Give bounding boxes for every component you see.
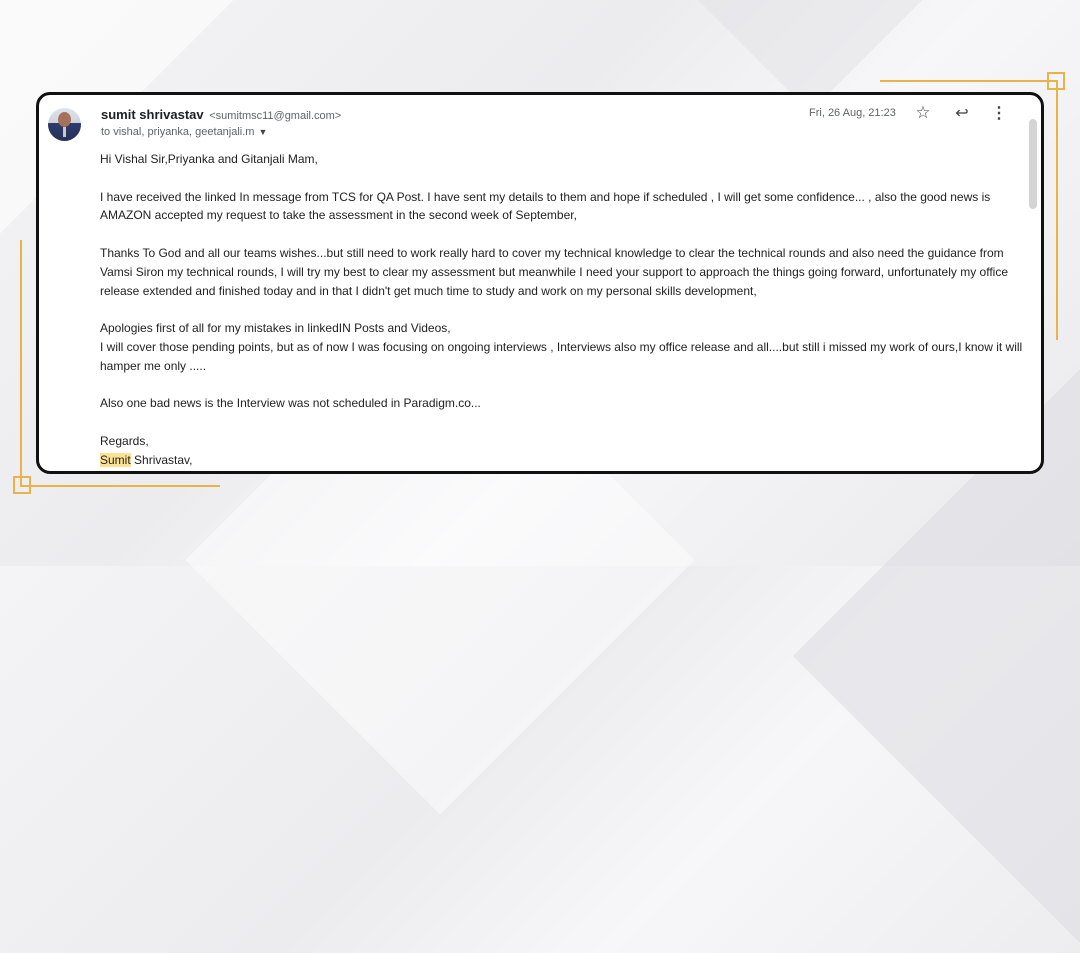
email-line: Apologies first of all for my mistakes in linkedIN Posts and Videos, bbox=[100, 321, 451, 336]
recipients-text: to vishal, priyanka, geetanjali.m bbox=[101, 126, 255, 138]
avatar-tie bbox=[63, 127, 66, 137]
email-signature bbox=[100, 451, 1030, 470]
email-paragraph bbox=[100, 319, 1030, 375]
email-date: Fri, 26 Aug, 21:23 bbox=[809, 107, 896, 119]
decorative-frame-line bbox=[20, 485, 220, 487]
email-closing: Regards, bbox=[100, 433, 149, 448]
decorative-frame-line bbox=[1056, 80, 1058, 340]
sender-name[interactable]: sumit shrivastav bbox=[101, 107, 204, 122]
avatar-face bbox=[58, 112, 71, 127]
decorative-frame-line bbox=[20, 240, 22, 485]
email-paragraph: Also one bad news is the Interview was not scheduled in Paradigm.co... bbox=[100, 396, 481, 411]
scrollbar-thumb[interactable] bbox=[1029, 119, 1037, 209]
sender-line bbox=[101, 107, 341, 122]
reply-icon[interactable]: ↩ bbox=[955, 105, 969, 122]
email-greeting: Hi Vishal Sir,Priyanka and Gitanjali Mam, bbox=[100, 152, 318, 166]
email-paragraph: I have received the linked In message from TCS for QA Post. I have sent my details to them and hope if scheduled , I will get some confidence... , also the good news is AMAZON accepted my request to take the assessment in the second week of September, bbox=[100, 189, 991, 223]
decorative-frame-line bbox=[880, 80, 1056, 82]
signature-highlight: Sumit bbox=[100, 452, 131, 467]
signature-rest: Shrivastav, bbox=[130, 452, 193, 467]
avatar[interactable] bbox=[48, 108, 81, 141]
recipients-line[interactable] bbox=[101, 126, 267, 138]
chevron-down-icon[interactable]: ▼ bbox=[258, 127, 268, 137]
email-paragraph: Thanks To God and all our teams wishes...but still need to work really hard to cover my technical knowledge to clear the technical rounds and also need the guidance from Vamsi Siron my technical rounds, I will try my best to clear my assessment but meanwhile I need your support to approach the things going forward, unfortunately my office release extended and finished today and in that I didn't get much time to study and work on my personal skills development, bbox=[100, 245, 1008, 298]
email-card bbox=[36, 92, 1044, 474]
star-icon[interactable]: ☆ bbox=[915, 103, 931, 122]
more-vertical-icon[interactable]: ⋮ bbox=[991, 105, 1007, 122]
decorative-frame-corner bbox=[13, 476, 31, 494]
sender-email: <sumitmsc11@gmail.com> bbox=[209, 110, 342, 122]
decorative-frame-corner bbox=[1047, 72, 1065, 90]
email-body bbox=[100, 150, 1030, 470]
email-line: I will cover those pending points, but as of now I was focusing on ongoing interviews , Interviews also my office release and all....but still i missed my work of ours,I know it will hamper me only ..... bbox=[100, 339, 1023, 373]
